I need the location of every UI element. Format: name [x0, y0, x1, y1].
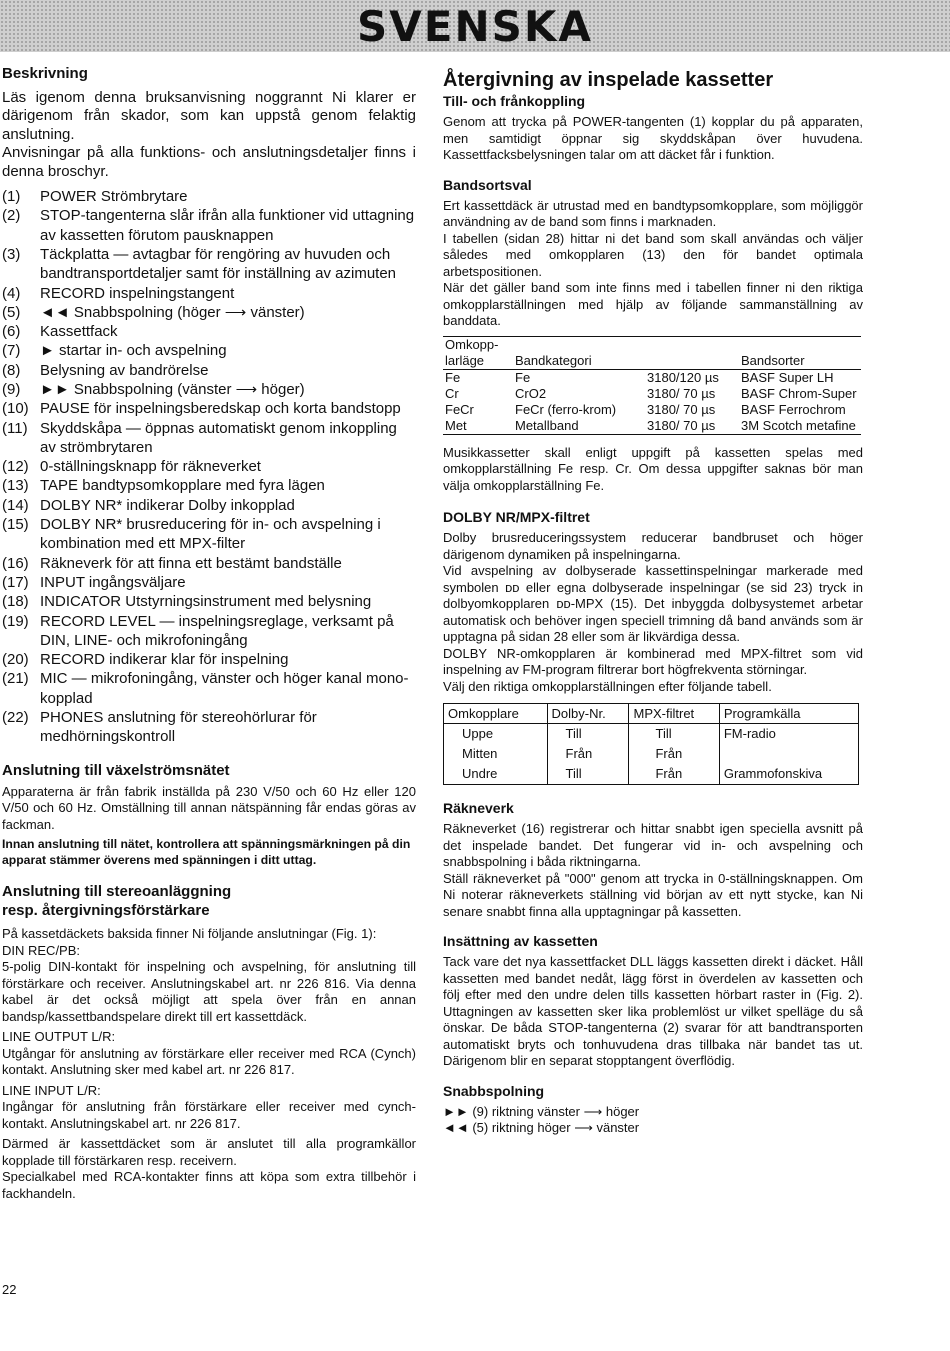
list-item: (7) ► startar in- och avspelning [2, 342, 227, 360]
musikkassetter-text: Musikkassetter skall enligt uppgift på kassetten spelas med omkopplarställning Fe resp. Cr. Om dessa uppgifter saknas bör man välja omkopplarställning Fe. [443, 444, 863, 493]
dolby-text-4: Välj den riktiga omkopplarställningen efter följande tabell. [443, 678, 772, 694]
banner-title: SVENSKA [357, 2, 593, 51]
bandsortsval-text-2: I tabellen (sidan 28) hittar ni det band som skall användas och väljer således med omkopplaren (13) den för bandet optimala arbetspositionen. [443, 230, 863, 279]
intro-text-2: Anvisningar på alla funktions- och anslutningsdetaljer finns i denna broschyr. [2, 144, 416, 180]
bandsortsval-text-1: Ert kassettdäck är utrustad med en bandtypsomkopplare, som möjliggör användning av de band som finns i marknaden. [443, 197, 863, 229]
band-table [443, 336, 861, 435]
list-item: (21) MIC — mikrofoningång, vänster och höger kanal mono-kopplad [2, 670, 409, 707]
left-column [2, 64, 416, 1202]
dolby-text-1: Dolby brusreduceringssystem reducerar bandbruset och höger därigenom dynamiken på inspelningarna. [443, 530, 863, 562]
table-header-row [443, 336, 861, 369]
table-row: FeCr FeCr (ferro-krom) 3180/ 70 µs BASF Ferrochrom [445, 401, 846, 417]
section-heading-insattning: Insättning av kassetten [443, 933, 598, 949]
linein-text: Ingångar för anslutning från förstärkare eller receiver med cynch-kontakt. Anslutningskabel art. nr 226 817. [2, 1099, 416, 1131]
table-row: Fe Fe 3180/120 µs BASF Super LH [445, 369, 834, 385]
intro-text: Läs igenom denna bruksanvisning noggrannt Ni klarer er därigenom från skador, som kan uppstå genom felaktig anslutning. [2, 89, 416, 143]
darmed-text: Därmed är kassettdäcket som är anslutet till alla programkällor kopplade till förstärkaren resp. receivern. [2, 1136, 416, 1168]
table-header-row [444, 704, 859, 724]
rakneverk-text-1: Räkneverket (16) registrerar och hittar snabbt igen speciella avsnitt på det inspelade bandet. Det fungerar vid in- och avspelning och snabbspolning i båda riktningarna. [443, 821, 863, 869]
lineout-label: LINE OUTPUT L/R: [2, 1029, 116, 1045]
table-header-cell: Bandkategori [513, 336, 645, 369]
list-item: (16) Räkneverk för att finna ett bestämt bandställe [2, 554, 342, 572]
table-row: Met Metallband 3180/ 70 µs 3M Scotch metafine [445, 417, 856, 433]
stereo-intro: På kassetdäckets baksida finner Ni följande anslutningar (Fig. 1): [2, 926, 377, 942]
table-header-cell: Omkopplare [444, 704, 548, 724]
page-number: 22 [2, 1282, 17, 1297]
table-row: Mitten Från Från [444, 744, 859, 764]
section-heading-snabb: Snabbspolning [443, 1082, 545, 1099]
list-item: (6) Kassettfack [2, 323, 118, 341]
list-item: (5) ◄◄ Snabbspolning (höger ⟶ vänster) [2, 303, 305, 321]
din-label: DIN REC/PB: [2, 942, 81, 958]
list-item: (10) PAUSE för inspelningsberedskap och korta bandstopp [2, 400, 401, 418]
list-item: (20) RECORD indikerar klar för inspelning [2, 651, 289, 669]
dolby-text-2: Vid avspelning av dolbyserade kassettinspelningar markerade med symbolen ᴅᴅ eller egna dolbyserade inspelningar (se sid 23) tryck in dolbyomkopplaren ᴅᴅ-MPX (15). Det inbyggda dolbysystemet arbetar automatisk och behöver ingen speciell trimning då band används som är upptagna på sidan 28 eller som är likvärdiga dessa. [443, 563, 863, 644]
dolby-table [443, 703, 859, 785]
list-item: (11) Skyddskåpa — öppnas automatiskt genom inkoppling av strömbrytaren [2, 419, 397, 456]
table-header-cell: Dolby-Nr. [547, 704, 629, 724]
table-header-cell: Programkälla [719, 704, 858, 724]
vaxel-text: Apparaterna är från fabrik inställda på 230 V/50 och 60 Hz eller 120 V/50 och 60 Hz. Omställning till annan nätspänning får endas göras av fackman. [2, 783, 416, 832]
voltage-warning: Innan anslutning till nätet, kontrollera att spänningsmärkningen på din apparat stämmer överens med spänningen i ditt uttag. [2, 837, 411, 867]
snabb-forward-line: ►► (9) riktning vänster ⟶ höger [443, 1103, 640, 1119]
lineout-text: Utgångar för anslutning av förstärkare eller receiver med RCA (Cynch) kontakt. Anslutning sker med kabel art. nr 226 817. [2, 1045, 416, 1078]
rakneverk-text-2: Ställ räkneverket på "000" genom att trycka in 0-ställningsknappen. Om Ni noterar räkneverkets ställning vid början av ett nytt stycke, kan Ni senare snabbt finna alla upptagningar på kassetten. [443, 870, 863, 919]
right-column [443, 68, 863, 1137]
list-item: (14) DOLBY NR* indikerar Dolby inkopplad [2, 496, 295, 514]
list-item: (9) ►► Snabbspolning (vänster ⟶ höger) [2, 381, 305, 398]
section-heading-till: Till- och frånkoppling [443, 93, 586, 109]
specialkabel-text: Specialkabel med RCA-kontakter finns att köpa som extra tillbehör i fackhandeln. [2, 1169, 416, 1201]
section-heading-stereo-2: resp. återgivningsförstärkare [2, 902, 210, 920]
list-item: (12) 0-ställningsknapp för räkneverket [2, 458, 261, 476]
list-item: (19) RECORD LEVEL — inspelningsreglage, verksamt på DIN, LINE- och mikrofoningång [2, 612, 394, 649]
list-item: (13) TAPE bandtypsomkopplare med fyra lägen [2, 477, 325, 495]
list-item: (1) POWER Strömbrytare [2, 188, 188, 206]
snabb-rewind-line: ◄◄ (5) riktning höger ⟶ vänster [443, 1120, 640, 1135]
section-heading-vaxel: Anslutning till växelströmsnätet [2, 761, 230, 779]
dolby-text-3: DOLBY NR-omkopplaren är kombinerad med MPX-filtret som vid inspelning av FM-program filtrerar bort högfrekventa störningar. [443, 645, 863, 677]
table-row: Undre Till Från Grammofonskiva [444, 764, 859, 785]
list-item: (8) Belysning av bandrörelse [2, 361, 209, 379]
list-item: (2) STOP-tangenterna slår ifrån alla funktioner vid uttagning av kassetten förutom pausknappen [2, 207, 415, 244]
table-header-cell [645, 336, 739, 369]
table-header-cell: Bandsorter [739, 336, 861, 369]
list-item: (18) INDICATOR Utstyrningsinstrument med belysning [2, 593, 372, 611]
table-row: Uppe Till Till FM-radio [444, 724, 859, 745]
table-header-cell: Omkopp- larläge [443, 336, 513, 369]
insattning-text: Tack vare det nya kassettfacket DLL läggs kassetten direkt i däcket. Håll kassetten med bandet nedåt, lägg först in överdelen av kassetten och följ efter med den undre delen tills kassetten hörbart raster in (Fig. 2). Uttagningen av kassetten sker lika problemlöst ur vilket spelläge du så önskar. De båda STOP-tangenterna (2) svarar för att bandtransporten automatiskt bryts och tonhuvudena dras tillbaka när bandet tas ut. Därigenom blir en separat stopptangent överflödig. [443, 954, 863, 1068]
linein-label: LINE INPUT L/R: [2, 1082, 101, 1098]
bandsortsval-text-3: När det gäller band som inte finns med i tabellen finner ni den riktiga omkopplarställningen med hjälp av följande sammanställning av banddata. [443, 280, 863, 328]
list-item: (4) RECORD inspelningstangent [2, 284, 235, 302]
section-heading-rakneverk: Räkneverk [443, 800, 514, 816]
component-list [2, 187, 416, 747]
list-item: (22) PHONES anslutning för stereohörlurar för medhörningskontroll [2, 709, 317, 746]
page-title: Återgivning av inspelade kassetter [443, 69, 774, 91]
table-header-cell: MPX-filtret [629, 704, 719, 724]
till-text: Genom att trycka på POWER-tangenten (1) kopplar du på apparaten, men samtidigt öppnar sig skyddskåpan över huvudena. Kassettfacksbelysningen talar om att däcket får i funktion. [443, 114, 863, 162]
list-item: (3) Täckplatta — avtagbar för rengöring av huvuden och bandtransportdetaljer samt för inställning av azimuten [2, 245, 397, 283]
table-row: Cr CrO2 3180/ 70 µs BASF Chrom-Super [445, 385, 857, 401]
section-heading-stereo: Anslutning till stereoanläggning [2, 883, 232, 901]
list-item: (17) INPUT ingångsväljare [2, 573, 186, 591]
din-text: 5-polig DIN-kontakt för inspelning och avspelning, för anslutning till förstärkare och receiver. Anslutningskabel art. nr 226 816. Via denna kabel är det också möjligt att spela över från en annan bandsp/kassettbandspelare direkt till ert kassettdäck. [2, 959, 416, 1024]
section-heading-dolby: DOLBY NR/MPX-filtret [443, 509, 590, 525]
section-heading-bandsortsval: Bandsortsval [443, 176, 532, 193]
section-heading-beskrivning: Beskrivning [2, 65, 88, 82]
list-item: (15) DOLBY NR* brusreducering för in- och avspelning i kombination med ett MPX-filter [2, 516, 381, 553]
